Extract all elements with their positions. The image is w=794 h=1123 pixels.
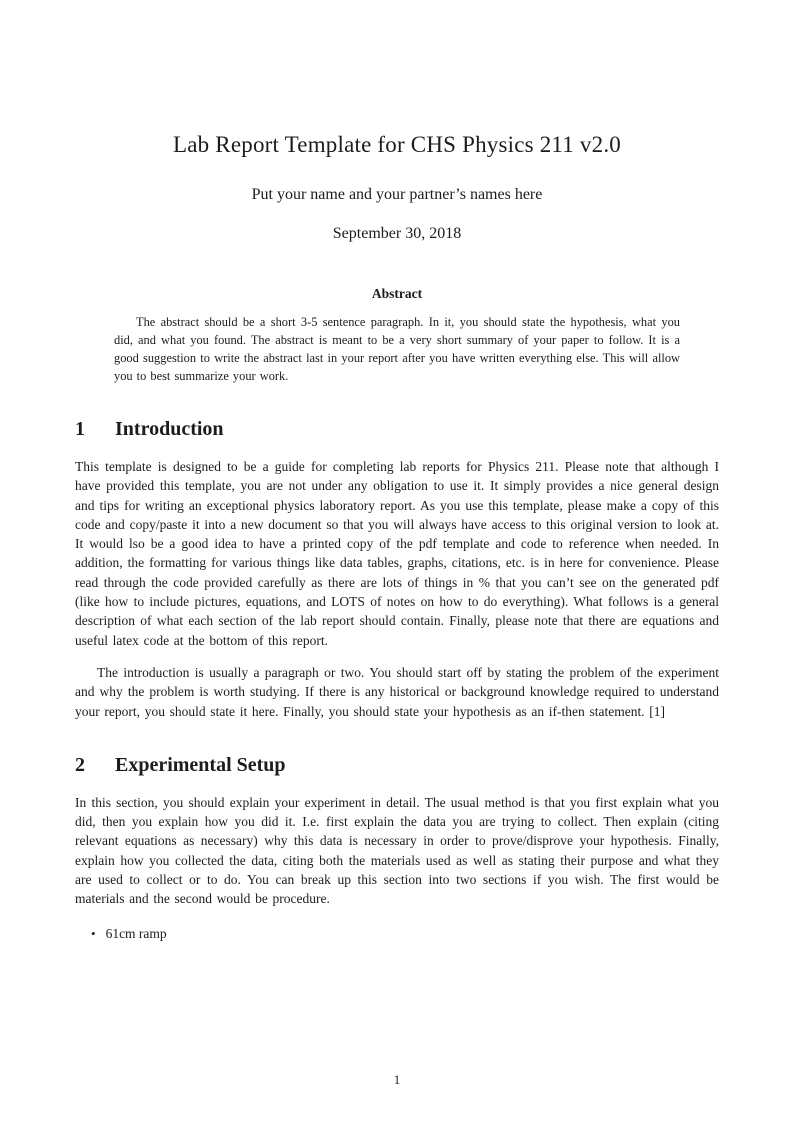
section-1-number: 1 — [75, 418, 85, 440]
section-2-title: Experimental Setup — [115, 753, 286, 776]
section-2-number: 2 — [75, 753, 85, 776]
section-1-heading — [75, 418, 719, 441]
abstract-heading: Abstract — [371, 286, 423, 301]
page-number: 1 — [393, 1072, 401, 1087]
setup-paragraph-1: In this section, you should explain your experiment in detail. The usual method is that you first explain what you did, then you explain how you did it. I.e. first explain the data you are trying to collect. Then explain (citing relevant equations as necessary) why this data is necessary in order to prove/disprove your hypothesis. Finally, explain how you collected the data, citing both the materials used as well as stating their purpose and what they are used to collect or to do. You can break up this section into two sections if you wish. The first would be materials and the second would be procedure. — [75, 794, 719, 907]
abstract-text: The abstract should be a short 3-5 sentence paragraph. In it, you should state the hypothesis, what you did, and what you found. The abstract is meant to be a very short summary of your paper to follow. It is a good suggestion to write the abstract last in your report after you have written everything else. This will allow you to best summarize your work. — [114, 315, 680, 383]
intro-paragraph-2: The introduction is usually a paragraph or two. You should start off by stating the problem of the experiment and why the problem is worth studying. If there is any historical or background knowledge required to understand your report, you should state it here. Finally, you should state your hypothesis as an if-then statement. [1] — [75, 664, 719, 719]
document-content — [75, 0, 719, 943]
list-item-text: 61cm ramp — [105, 925, 167, 941]
section-1-title: Introduction — [115, 418, 224, 440]
page-title: Lab Report Template for CHS Physics 211 v2.0 — [173, 132, 621, 157]
author-line: Put your name and your partner’s names here — [251, 186, 543, 203]
bullet-icon: • — [91, 925, 96, 941]
materials-list — [75, 924, 719, 943]
intro-paragraph-1: This template is designed to be a guide for completing lab reports for Physics 211. Please note that although I have provided this template, you are not under any obligation to use it. It simply provides a nice general design and tips for writing an exceptional physics laboratory report. As you use this template, please make a copy of this code and copy/paste it into a new document so that you will always have access to this original version to look at. It would lso be a good idea to have a printed copy of the pdf template and code to reference when needed. In addition, the formatting for various things like data tables, graphs, citations, etc. is in here for convenience. Please read through the code provided carefully as there are lots of things in % that you can’t see on the generated pdf (like how to include pictures, equations, and LOTS of notes on how to do everything). What follows is a general description of what each section of the lab report should contain. Finally, please note that there are equations and useful latex code at the bottom of this report. — [75, 459, 719, 648]
date-line: September 30, 2018 — [332, 225, 462, 242]
section-2-heading — [75, 754, 719, 777]
list-item — [75, 924, 719, 943]
